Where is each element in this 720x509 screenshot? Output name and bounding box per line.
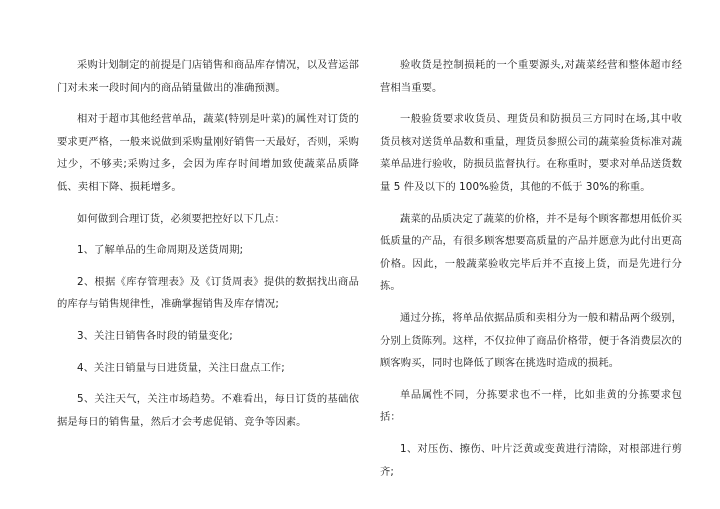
- paragraph-point-1: 1、了解单品的生命周期及送货周期;: [77, 244, 244, 257]
- paragraph-point-3: 3、关注日销售各时段的销量变化;: [77, 329, 233, 342]
- paragraph-sorting-point-1: 1、对压伤、擦伤、叶片泛黄或变黄进行清除，对根部进行剪齐;: [380, 442, 682, 478]
- paragraph-procurement-plan: 采购计划制定的前提是门店销售和商品库存情况，以及营运部门对未来一段时间内的商品销量做出的准确预测。: [57, 59, 359, 94]
- paragraph-sorting-grades: 通过分拣，将单品依据品质和卖相分为一般和精品两个级别，分别上货陈列。这样，不仅拉伸了商品价格带，便于各消费层次的顾客购买，同时也降低了顾客在挑选时造成的损耗。: [380, 311, 682, 370]
- paragraph-inspection-procedure: 一般验货要求收货员、理货员和防损员三方同时在场,其中收货员核对送货单品数和重量，理货员参照公司的蔬菜验货标准对蔬菜单品进行验收，防损员监督执行。在称重时，要求对单品送货数量 5 件及以下的 100%验货，其他的不低于 30%的称重。: [380, 113, 682, 193]
- paragraph-point-2: 2、根据《库存管理表》及《订货周表》提供的数据找出商品的库存与销售规律性，准确掌握销售及库存情况;: [57, 275, 359, 311]
- left-column: [57, 54, 359, 442]
- paragraph-ordering-points-intro: 如何做到合理订货，必须要把控好以下几点：: [77, 212, 285, 225]
- paragraph-receiving-inspection: 验收货是控制损耗的一个重要源头,对蔬菜经营和整体超市经营相当重要。: [380, 59, 682, 94]
- paragraph-sorting-requirements: 单品属性不同，分拣要求也不一样，比如韭黄的分拣要求包括：: [380, 388, 682, 424]
- paragraph-point-5: 5、关注天气，关注市场趋势。不难看出，每日订货的基础依据是每日的销售量，然后才会考虑促销、竞争等因素。: [57, 393, 359, 428]
- paragraph-quality-and-price: 蔬菜的品质决定了蔬菜的价格，并不是每个顾客都想用低价买低质量的产品，有很多顾客想要高质量的产品并愿意为此付出更高价格。因此，一般蔬菜验收完毕后并不直接上货，而是先进行分拣。: [380, 212, 682, 293]
- right-column: [380, 54, 682, 492]
- paragraph-vegetable-ordering: 相对于超市其他经营单品，蔬菜(特别是叶菜)的属性对订货的要求更严格，一般来说做到采购量刚好销售一天最好，否则，采购过少，不够卖;采购过多，会因为库存时间增加致使蔬菜品质降低、卖相下降、损耗增多。: [57, 113, 359, 193]
- paragraph-point-4: 4、关注日销量与日进货量，关注日盘点工作;: [77, 361, 285, 374]
